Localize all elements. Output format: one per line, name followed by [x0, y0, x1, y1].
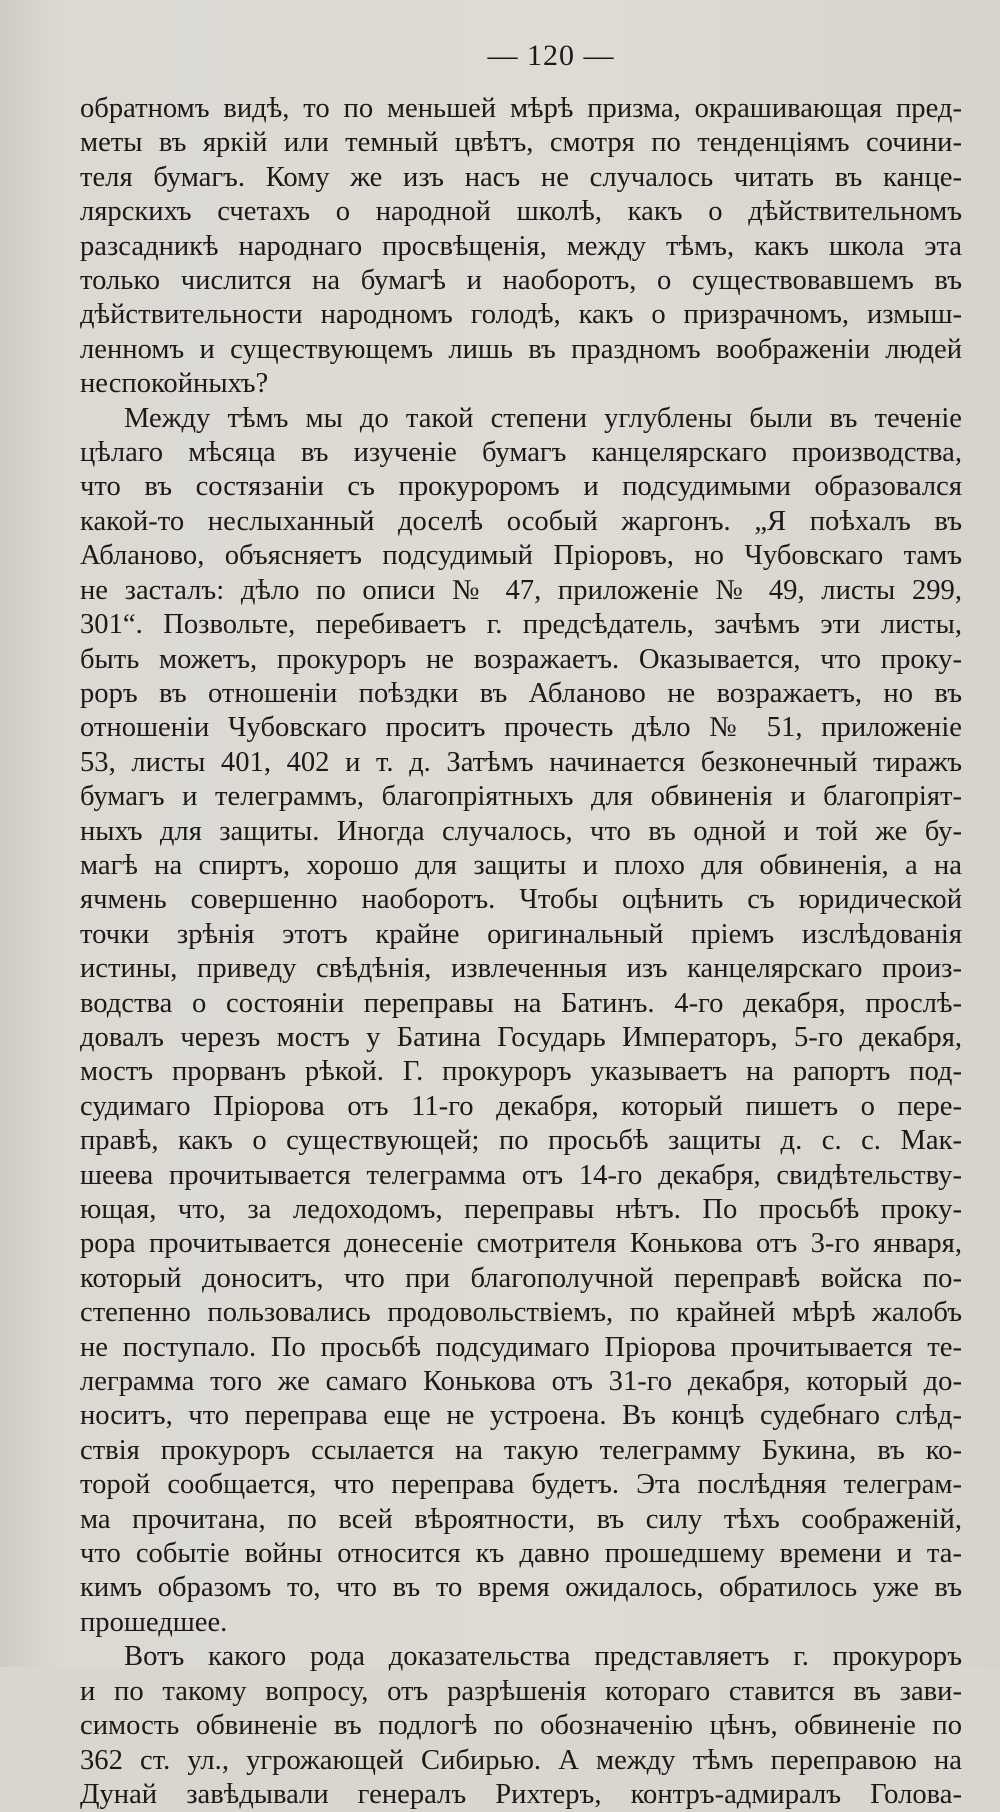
- text-line: судимаго Пріорова отъ 11-го декабря, который пишетъ о пере-: [80, 1090, 962, 1122]
- text-line: ма прочитана, по всей вѣроятности, въ силу тѣхъ соображеній,: [80, 1503, 962, 1535]
- text-line: довалъ черезъ мостъ у Батина Государь Императоръ, 5-го декабря,: [80, 1021, 962, 1053]
- text-line: прошедшее.: [80, 1606, 228, 1638]
- text-line: носитъ, что переправа еще не устроена. Въ концѣ судебнаго слѣд-: [80, 1400, 962, 1432]
- text-line: Дунай завѣдывали генералъ Рихтеръ, контръ-адмиралъ Голова-: [80, 1778, 962, 1810]
- text-line: магѣ на спиртъ, хорошо для защиты и плохо для обвиненія, а на: [80, 849, 962, 881]
- paragraph: [80, 92, 962, 402]
- text-line: симость обвиненіе въ подлогѣ по обозначенію цѣнъ, обвиненіе по: [80, 1710, 962, 1742]
- text-line: правѣ, какъ о существующей; по просьбѣ защиты д. с. с. Мак-: [80, 1125, 962, 1157]
- page-text: [80, 92, 962, 1812]
- text-line: что въ состязаніи съ прокуроромъ и подсудимыми образовался: [80, 471, 962, 503]
- text-line: который доноситъ, что при благополучной переправѣ войска по-: [80, 1262, 962, 1294]
- text-line: отношеніи Чубовскаго проситъ прочесть дѣло № 51, приложеніе: [80, 712, 962, 744]
- text-line: быть можетъ, прокуроръ не возражаетъ. Оказывается, что проку-: [80, 643, 962, 675]
- text-line: обратномъ видѣ, то по меньшей мѣрѣ призма, окрашивающая пред-: [80, 93, 962, 124]
- text-line: что событіе войны относится къ давно прошедшему времени и та-: [80, 1538, 962, 1570]
- text-line: Абланово, объясняетъ подсудимый Пріоровъ, но Чубовскаго тамъ: [80, 540, 962, 572]
- text-line: 301“. Позвольте, перебиваетъ г. предсѣдатель, зачѣмъ эти листы,: [80, 609, 962, 641]
- text-line: торой сообщается, что переправа будетъ. Эта послѣдняя телеграм-: [80, 1469, 962, 1501]
- text-line: Вотъ какого рода доказательства представляетъ г. прокуроръ: [124, 1641, 962, 1673]
- text-line: ющая, что, за ледоходомъ, переправы нѣтъ. По просьбѣ проку-: [80, 1194, 962, 1225]
- text-line: лярскихъ счетахъ о народной школѣ, какъ о дѣйствительномъ: [80, 196, 962, 228]
- text-line: не засталъ: дѣло по описи № 47, приложеніе № 49, листы 299,: [80, 574, 962, 606]
- text-line: степенно пользовались продовольствіемъ, по крайней мѣрѣ жалобъ: [80, 1297, 962, 1329]
- text-line: рора прочитывается донесеніе смотрителя Конькова отъ 3-го января,: [80, 1228, 962, 1260]
- text-line: теля бумагъ. Кому же изъ насъ не случалось читать въ канце-: [80, 161, 962, 193]
- text-line: какой-то неслыханный доселѣ особый жаргонъ. „Я поѣхалъ въ: [80, 505, 962, 537]
- text-line: кимъ образомъ то, что въ то время ожидалось, обратилось уже въ: [80, 1572, 962, 1604]
- paragraph: [80, 1640, 962, 1812]
- text-line: водства о состояніи переправы на Батинъ. 4-го декабря, прослѣ-: [80, 987, 962, 1019]
- text-line: 53, листы 401, 402 и т. д. Затѣмъ начинается безконечный тиражъ: [80, 746, 962, 778]
- text-line: только числится на бумагѣ и наоборотъ, о существовавшемъ въ: [80, 265, 962, 297]
- text-line: мостъ прорванъ рѣкой. Г. прокуроръ указываетъ на рапортъ под-: [80, 1056, 962, 1088]
- text-line: ныхъ для защиты. Иногда случалось, что въ одной и той же бу-: [80, 815, 962, 847]
- text-line: меты въ яркій или темный цвѣтъ, смотря по тенденціямъ сочини-: [80, 127, 962, 159]
- text-line: и по такому вопросу, отъ разрѣшенія котораго ставится въ зави-: [80, 1675, 962, 1707]
- page-number: — 120 —: [487, 39, 615, 72]
- text-line: точки зрѣнія этотъ крайне оригинальный пріемъ изслѣдованія: [80, 918, 962, 950]
- text-line: истины, приведу свѣдѣнія, извлеченныя изъ канцелярскаго произ-: [80, 953, 962, 985]
- text-line: цѣлаго мѣсяца въ изученіе бумагъ канцелярскаго производства,: [80, 437, 962, 469]
- text-line: 362 ст. ул., угрожающей Сибирью. А между тѣмъ переправою на: [80, 1744, 962, 1776]
- text-line: леграмма того же самаго Конькова отъ 31-го декабря, который до-: [80, 1366, 962, 1398]
- text-line: неспокойныхъ?: [80, 368, 269, 400]
- text-line: не поступало. По просьбѣ подсудимаго Пріорова прочитывается те-: [80, 1331, 962, 1363]
- text-line: Между тѣмъ мы до такой степени углублены были въ теченіе: [124, 402, 962, 434]
- text-line: ячмень совершенно наоборотъ. Чтобы оцѣнить съ юридической: [80, 884, 962, 916]
- text-line: ленномъ и существующемъ лишь въ праздномъ воображеніи людей: [80, 333, 962, 365]
- text-line: шеева прочитывается телеграмма отъ 14-го декабря, свидѣтельству-: [80, 1159, 962, 1191]
- text-line: ствія прокуроръ ссылается на такую телеграмму Букина, въ ко-: [80, 1434, 962, 1466]
- text-line: роръ въ отношеніи поѣздки въ Абланово не возражаетъ, но въ: [80, 677, 962, 709]
- text-line: дѣйствительности народномъ голодѣ, какъ о призрачномъ, измыш-: [80, 299, 962, 331]
- paragraph: [80, 402, 962, 1641]
- text-line: бумагъ и телеграммъ, благопріятныхъ для обвиненія и благопріят-: [80, 781, 962, 813]
- text-line: разсадникѣ народнаго просвѣщенія, между тѣмъ, какъ школа эта: [80, 230, 962, 262]
